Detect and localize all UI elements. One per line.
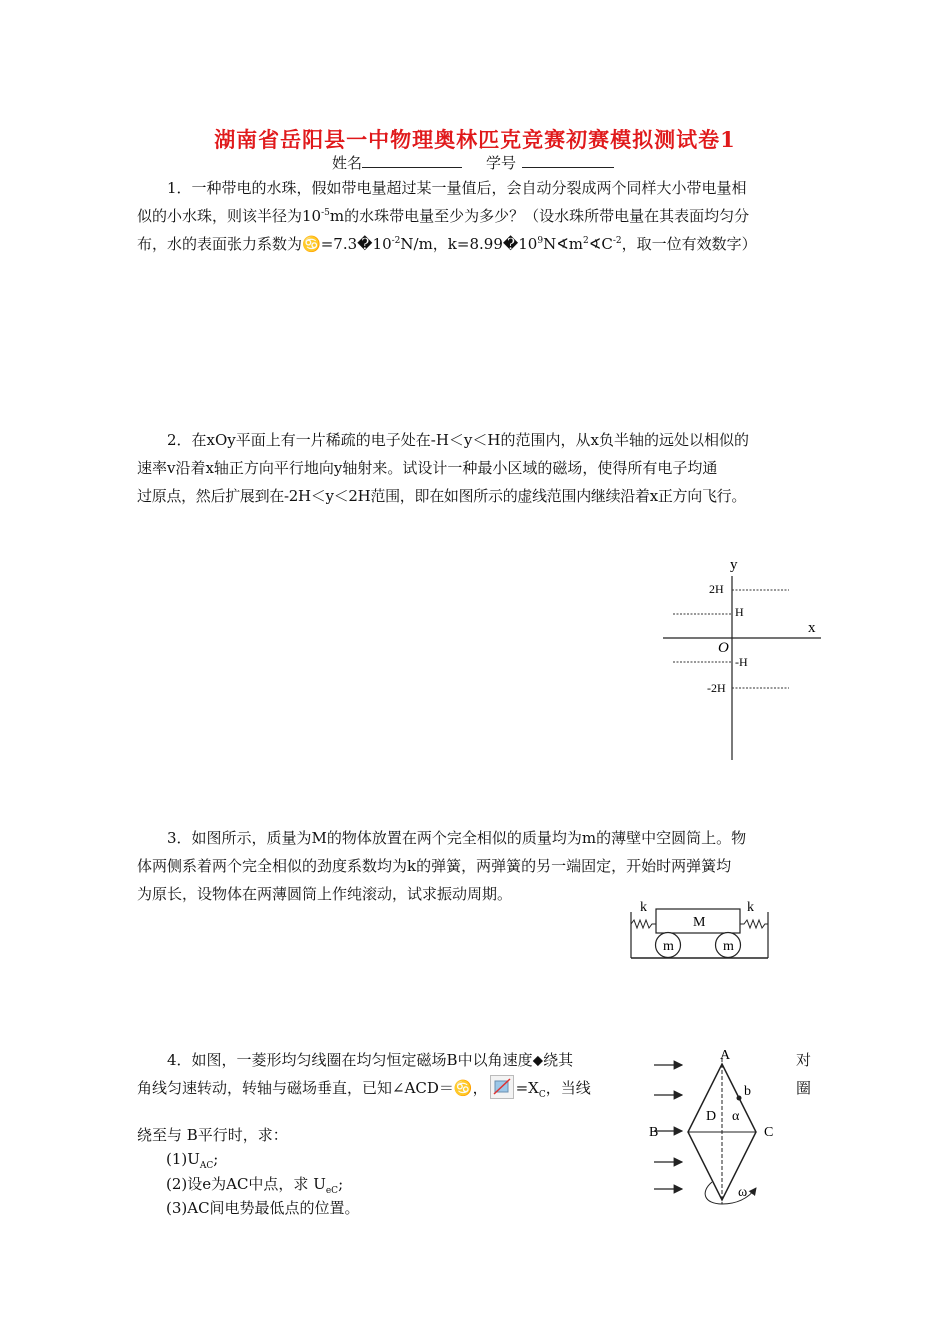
q4-item-3: (3)AC间电势最低点的位置。 bbox=[166, 1199, 360, 1217]
label-2H: 2H bbox=[709, 582, 724, 596]
right-spring bbox=[740, 920, 768, 928]
dot-glyph: ∢ bbox=[556, 235, 569, 253]
number-field bbox=[486, 152, 614, 173]
rotation-arrow bbox=[705, 1182, 756, 1204]
vertex-label-B: B bbox=[649, 1125, 659, 1140]
label-negH: -H bbox=[735, 655, 748, 669]
q4-line-2: 角线匀速转动，转轴与磁场垂直，已知∠ACD＝♋， $=X_C$，当线 bbox=[137, 1074, 637, 1102]
page-title: 湖南省岳阳县一中物理奥林匹克竞赛初赛模拟测试卷1 bbox=[214, 127, 736, 152]
q3-line-1: 3．如图所示，质量为M的物体放置在两个完全相似的质量均为m的薄壁中空圆筒上。物 bbox=[167, 829, 747, 847]
q2-line-2: 速率v沿着x轴正方向平行地向y轴射来。试设计一种最小区域的磁场，使得所有电子均通 bbox=[137, 459, 718, 477]
x-axis-label: x bbox=[808, 620, 816, 636]
y-axis-label: y bbox=[730, 557, 738, 573]
q1-line-2: 似的小水珠，则该半径为$10^{-5}m$的水珠带电量至少为多少？（设水珠所带电量在其表面均匀分 bbox=[137, 207, 750, 225]
label-neg2H: -2H bbox=[707, 681, 726, 695]
times-glyph: � bbox=[502, 235, 519, 253]
q4-line-1-end: 对 bbox=[796, 1051, 812, 1069]
origin-label: O bbox=[718, 640, 729, 656]
cancer-symbol: ♋ bbox=[302, 235, 321, 253]
name-label: 姓名 bbox=[332, 154, 363, 172]
coordinate-figure bbox=[655, 552, 825, 764]
spring-mass-figure bbox=[620, 894, 780, 966]
dot-glyph: ∢ bbox=[588, 235, 602, 253]
times-glyph: � bbox=[357, 235, 373, 253]
q2-line-3: 过原点，然后扩展到在-2H＜y＜2H范围，即在如图所示的虚线范围内继续沿着x正方向飞行。 bbox=[137, 487, 747, 505]
q4-line-2-end: 圈 bbox=[796, 1079, 812, 1097]
q4-line-1: 4．如图，一菱形均匀线圈在均匀恒定磁场B中以角速度⬥绕其 bbox=[167, 1051, 574, 1069]
cancer-symbol: ♋ bbox=[453, 1079, 473, 1097]
number-blank bbox=[522, 153, 614, 168]
k-left-label: k bbox=[640, 900, 647, 915]
point-label-b: b bbox=[744, 1084, 751, 1099]
q2-line-1: 2．在xOy平面上有一片稀疏的电子处在-H＜y＜H的范围内，从x负半轴的远处以相似的 bbox=[167, 431, 749, 449]
left-spring bbox=[631, 920, 656, 928]
roller-left-label: m bbox=[663, 939, 674, 954]
point-b bbox=[737, 1096, 742, 1101]
q4-item-1: $(1)U_{AC}$; bbox=[166, 1150, 219, 1171]
label-H: H bbox=[735, 605, 744, 619]
diamond-symbol: ⬥ bbox=[532, 1051, 544, 1069]
vertex-label-C: C bbox=[764, 1125, 774, 1140]
question-2 bbox=[137, 426, 813, 510]
omega-label: ω bbox=[738, 1185, 748, 1200]
question-1 bbox=[137, 174, 813, 258]
rhombus-coil-figure bbox=[640, 1044, 792, 1214]
vertex-label-A: A bbox=[720, 1048, 731, 1063]
angle-label-alpha: α bbox=[732, 1109, 740, 1124]
block-label: M bbox=[693, 915, 706, 930]
q1-line-1: 1．一种带电的水珠，假如带电量超过某一量值后，会自动分裂成两个同样大小带电量相 bbox=[167, 179, 747, 197]
q4-item-2: (2)设e为AC中点，求 $U_{eC}$; bbox=[166, 1175, 344, 1196]
number-label: 学号 bbox=[486, 154, 517, 172]
question-4 bbox=[137, 1046, 637, 1102]
name-field bbox=[332, 152, 462, 173]
name-blank bbox=[362, 153, 462, 168]
q4-line-3: 绕至与 B平行时，求： bbox=[137, 1126, 288, 1144]
q3-line-3: 为原长，设物体在两薄圆筒上作纯滚动，试求振动周期。 bbox=[137, 885, 513, 903]
q3-line-2: 体两侧系着两个完全相似的劲度系数均为k的弹簧，两弹簧的另一端固定，开始时两弹簧均 bbox=[137, 857, 732, 875]
q1-line-3: 布，水的表面张力系数为$♋=7.3�10^{-2}N/m$，$k=8.99�10^9N∢m^2∢C^{-2}$，取一位有效数字） bbox=[137, 235, 757, 253]
k-right-label: k bbox=[747, 900, 754, 915]
roller-right-label: m bbox=[723, 939, 734, 954]
vertex-label-D: D bbox=[706, 1109, 717, 1124]
broken-image-icon bbox=[490, 1075, 514, 1099]
